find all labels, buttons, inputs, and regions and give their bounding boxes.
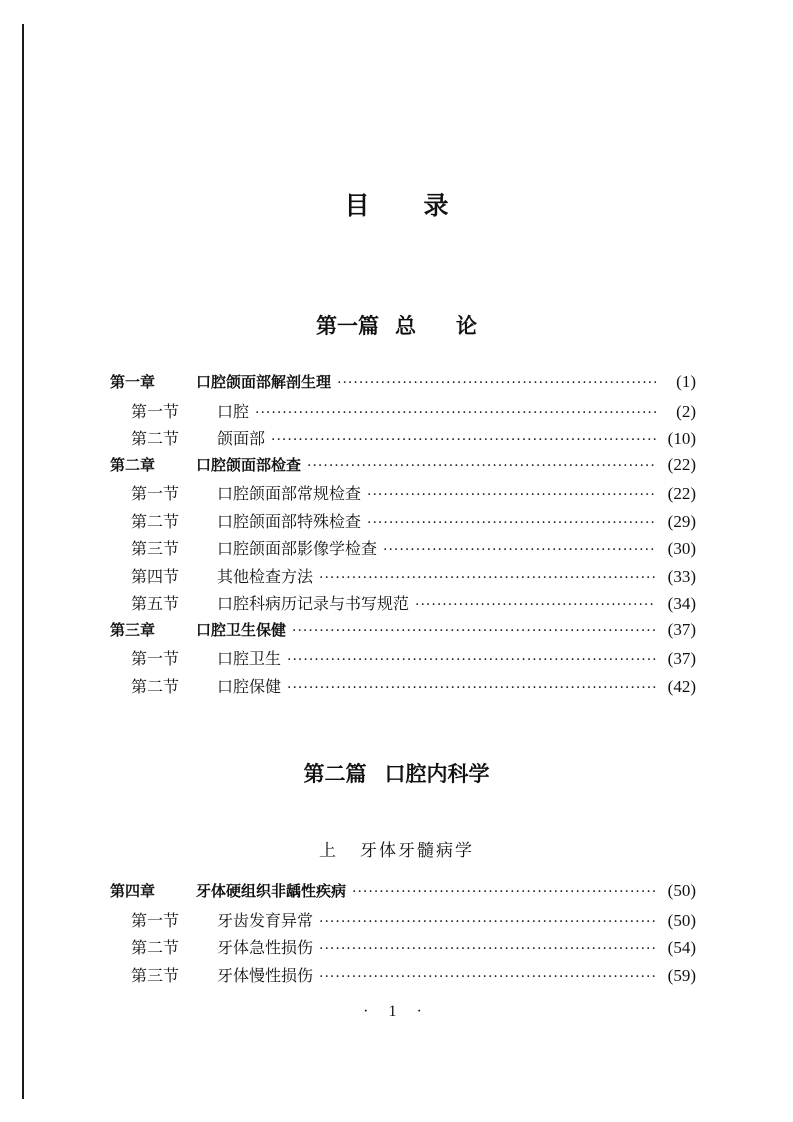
page-number: (29) xyxy=(667,511,696,531)
toc-part-2 xyxy=(110,880,696,990)
dot-leader xyxy=(255,405,656,421)
section-title: 其他检查方法 xyxy=(217,566,314,586)
page-number: (30) xyxy=(667,539,696,558)
dot-leader xyxy=(337,375,656,391)
page-number: (22) xyxy=(667,454,696,474)
section-title: 口腔颌面部常规检查 xyxy=(217,484,362,503)
section-title: 口腔颌面部特殊检查 xyxy=(217,511,362,531)
part-title-part: 论 xyxy=(456,313,477,338)
chapter-number: 第二章 xyxy=(110,455,156,474)
page-number: (50) xyxy=(667,881,696,900)
section-title: 牙体急性损伤 xyxy=(217,938,314,957)
subdivision-title: 牙体牙髓病学 xyxy=(360,841,474,861)
part-heading-2 xyxy=(0,758,793,788)
dot-leader xyxy=(367,487,656,503)
chapter-number: 第四章 xyxy=(110,882,156,900)
page-number: (10) xyxy=(667,429,696,448)
dot-leader xyxy=(367,515,656,531)
section-title: 牙齿发育异常 xyxy=(217,910,314,930)
section-title: 牙体慢性损伤 xyxy=(217,965,314,985)
title-char-2: 录 xyxy=(423,191,449,220)
part-number: 第一篇 xyxy=(316,313,379,338)
dot-leader xyxy=(287,652,656,668)
section-number: 第三节 xyxy=(131,965,180,985)
section-number: 第一节 xyxy=(131,401,180,421)
toc-chapter-entry[interactable] xyxy=(110,454,696,482)
chapter-number: 第一章 xyxy=(110,373,156,391)
subdivision-heading xyxy=(0,836,793,861)
section-title: 口腔 xyxy=(217,401,250,421)
page-number: (59) xyxy=(667,965,696,985)
page-number: (42) xyxy=(667,676,696,696)
page-number: (34) xyxy=(667,594,696,613)
page-folio: · 1 · xyxy=(363,1003,430,1020)
section-number: 第二节 xyxy=(131,511,180,531)
toc-section-entry[interactable] xyxy=(110,963,696,991)
part-heading-1 xyxy=(0,310,793,340)
part-number: 第二篇 xyxy=(303,761,367,786)
toc-section-entry[interactable] xyxy=(110,536,696,564)
dot-leader xyxy=(319,570,656,586)
toc-section-entry[interactable] xyxy=(110,646,696,674)
toc-chapter-entry[interactable] xyxy=(110,619,696,647)
section-number: 第四节 xyxy=(131,566,180,586)
toc-section-entry[interactable] xyxy=(110,564,696,592)
chapter-title: 口腔颌面部解剖生理 xyxy=(196,373,332,391)
section-title: 口腔颌面部影像学检查 xyxy=(217,539,378,558)
title-char-1: 目 xyxy=(344,191,370,220)
dot-leader xyxy=(383,542,656,558)
section-number: 第一节 xyxy=(131,649,180,668)
page-number: (37) xyxy=(667,649,696,668)
section-title: 口腔卫生 xyxy=(217,649,282,668)
page-number: (50) xyxy=(667,910,696,930)
section-number: 第二节 xyxy=(131,676,180,696)
toc-section-entry[interactable] xyxy=(110,674,696,702)
dot-leader xyxy=(292,623,656,639)
dot-leader xyxy=(319,969,656,985)
part-title: 口腔内科学 xyxy=(384,761,490,786)
section-number: 第二节 xyxy=(131,429,180,448)
section-number: 第二节 xyxy=(131,938,180,957)
toc-section-entry[interactable] xyxy=(110,908,696,936)
toc-section-entry[interactable] xyxy=(110,481,696,509)
section-title: 口腔保健 xyxy=(217,676,282,696)
dot-leader xyxy=(352,884,656,900)
section-title: 颌面部 xyxy=(217,429,266,448)
part-title-part: 总 xyxy=(395,313,416,338)
toc-part-1 xyxy=(110,371,696,701)
section-number: 第三节 xyxy=(131,539,180,558)
toc-section-entry[interactable] xyxy=(110,399,696,427)
dot-leader xyxy=(271,432,656,448)
section-number: 第五节 xyxy=(131,594,180,613)
page-number: (1) xyxy=(676,372,696,391)
dot-leader xyxy=(319,914,656,930)
dot-leader xyxy=(287,680,656,696)
toc-chapter-entry[interactable] xyxy=(110,880,696,908)
section-number: 第一节 xyxy=(131,910,180,930)
chapter-number: 第三章 xyxy=(110,620,156,639)
chapter-title: 牙体硬组织非龋性疾病 xyxy=(196,882,347,900)
dot-leader xyxy=(415,597,656,613)
toc-section-entry[interactable] xyxy=(110,591,696,619)
toc-section-entry[interactable] xyxy=(110,935,696,963)
toc-section-entry[interactable] xyxy=(110,509,696,537)
page-title xyxy=(0,186,793,222)
subdivision-number: 上 xyxy=(319,841,338,861)
dot-leader xyxy=(319,941,656,957)
section-number: 第一节 xyxy=(131,484,180,503)
toc-chapter-entry[interactable] xyxy=(110,371,696,399)
section-title: 口腔科病历记录与书写规范 xyxy=(217,594,410,613)
chapter-title: 口腔颌面部检查 xyxy=(196,455,302,474)
page-number: (33) xyxy=(667,566,696,586)
toc-section-entry[interactable] xyxy=(110,426,696,454)
page-number: (37) xyxy=(667,619,696,639)
page-number: (2) xyxy=(676,401,696,421)
chapter-title: 口腔卫生保健 xyxy=(196,620,287,639)
page-number: (22) xyxy=(667,484,696,503)
dot-leader xyxy=(307,458,656,474)
page-number: (54) xyxy=(667,938,696,957)
